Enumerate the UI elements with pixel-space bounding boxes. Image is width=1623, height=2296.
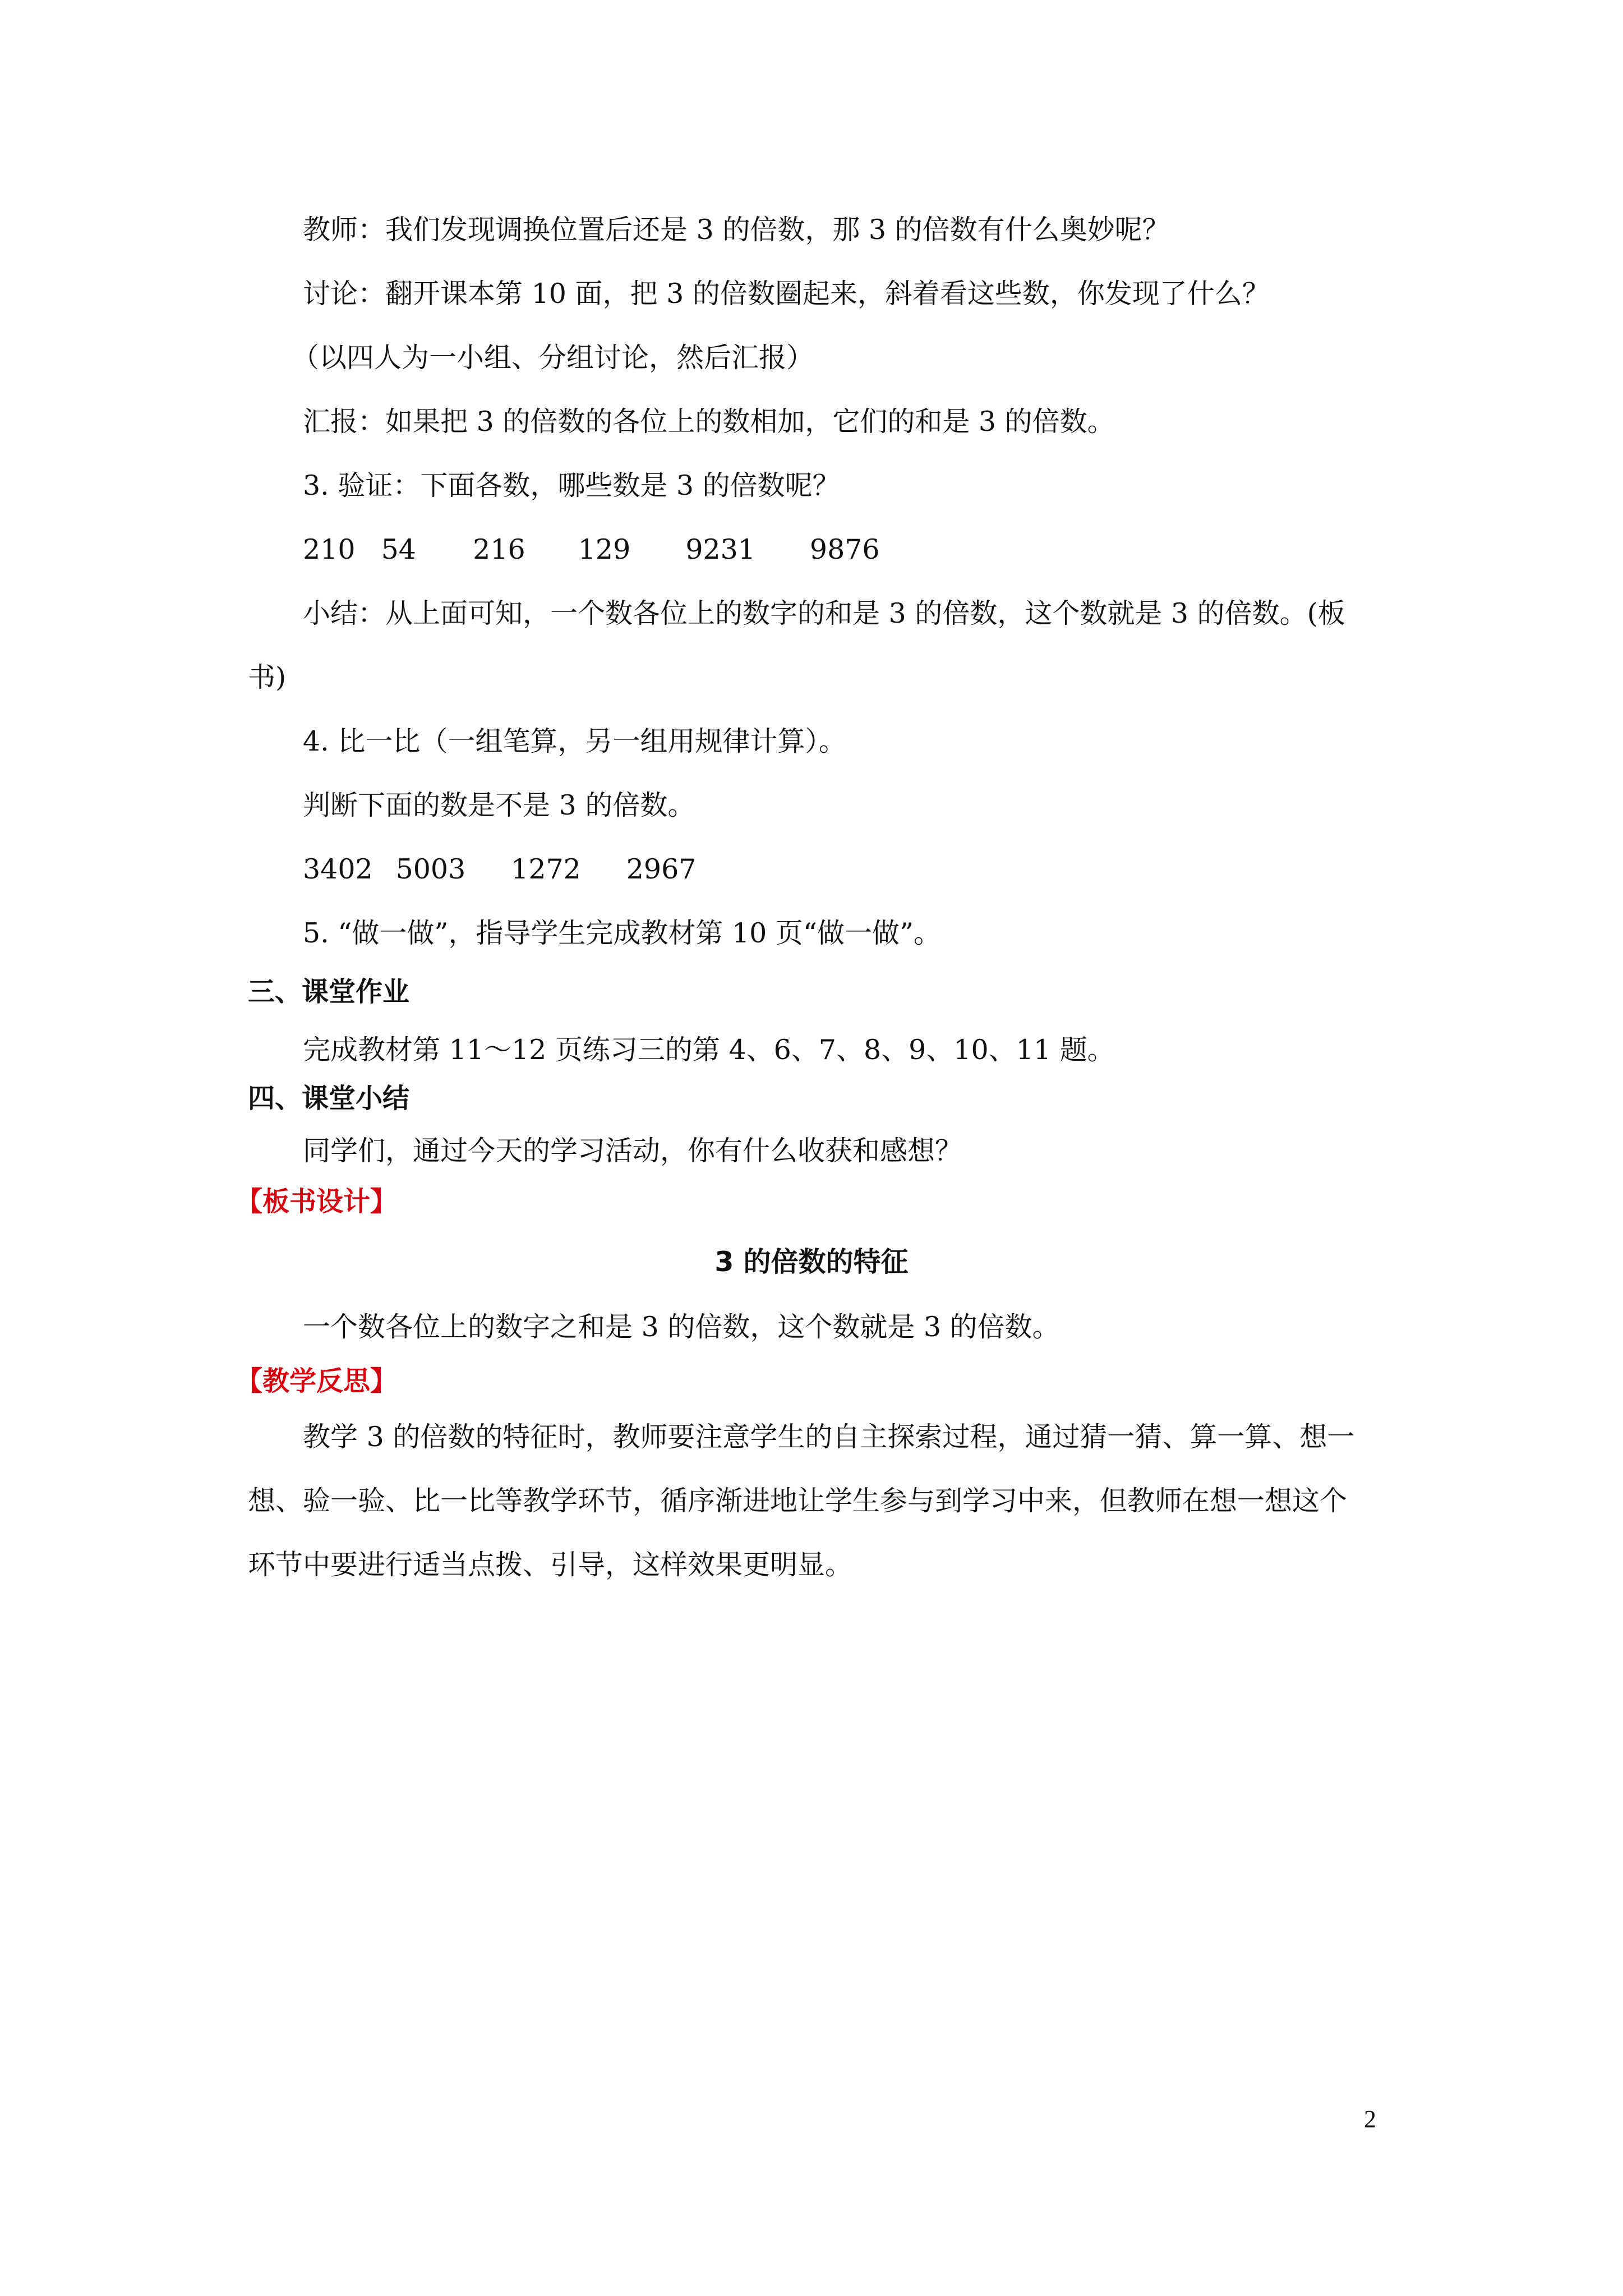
verify-number: 9876 bbox=[809, 533, 880, 565]
homework-text: 完成教材第 11～12 页练习三的第 4、6、7、8、9、10、11 题。 bbox=[303, 1034, 1115, 1066]
board-title: 3 的倍数的特征 bbox=[714, 1246, 909, 1278]
judge-numbers bbox=[303, 853, 696, 886]
doit-line: 5. “做一做”，指导学生完成教材第 10 页“做一做”。 bbox=[303, 917, 942, 949]
verify-numbers bbox=[303, 533, 880, 567]
reflection-line-2: 想、验一验、比一比等教学环节，循序渐进地让学生参与到学习中来，但教师在想一想这个 bbox=[248, 1485, 1348, 1517]
board-design-label: 【板书设计】 bbox=[236, 1186, 398, 1217]
judge-number: 1272 bbox=[511, 853, 581, 885]
verify-number: 210 bbox=[303, 533, 356, 565]
discuss-line: 讨论：翻开课本第 10 面，把 3 的倍数圈起来，斜着看这些数，你发现了什么？ bbox=[303, 278, 1270, 310]
verify-number: 216 bbox=[473, 533, 525, 565]
judge-number: 5003 bbox=[395, 853, 466, 885]
report-line: 汇报：如果把 3 的倍数的各位上的数相加，它们的和是 3 的倍数。 bbox=[303, 406, 1115, 438]
reflection-line-1: 教学 3 的倍数的特征时，教师要注意学生的自主探索过程，通过猜一猜、算一算、想一 bbox=[303, 1421, 1355, 1453]
teacher-line: 教师：我们发现调换位置后还是 3 的倍数，那 3 的倍数有什么奥妙呢？ bbox=[303, 214, 1170, 246]
wrapup-text: 同学们，通过今天的学习活动，你有什么收获和感想？ bbox=[303, 1135, 963, 1167]
summary-line-cont: 书) bbox=[248, 661, 287, 693]
reflection-label: 【教学反思】 bbox=[236, 1365, 398, 1397]
wrapup-heading: 四、课堂小结 bbox=[248, 1083, 410, 1114]
compare-line: 4. 比一比（一组笔算，另一组用规律计算）。 bbox=[303, 725, 846, 757]
verify-line: 3. 验证：下面各数，哪些数是 3 的倍数呢？ bbox=[303, 470, 840, 501]
judge-number: 2967 bbox=[626, 853, 697, 885]
page-number: 2 bbox=[1364, 2105, 1376, 2133]
verify-number: 54 bbox=[381, 533, 416, 565]
verify-number: 129 bbox=[578, 533, 631, 565]
judge-number: 3402 bbox=[303, 853, 373, 885]
group-line: （以四人为一小组、分组讨论，然后汇报） bbox=[292, 342, 814, 374]
homework-heading: 三、课堂作业 bbox=[248, 976, 410, 1007]
judge-line: 判断下面的数是不是 3 的倍数。 bbox=[303, 789, 695, 821]
board-rule: 一个数各位上的数字之和是 3 的倍数，这个数就是 3 的倍数。 bbox=[303, 1311, 1060, 1343]
summary-line: 小结：从上面可知，一个数各位上的数字的和是 3 的倍数，这个数就是 3 的倍数。(板 bbox=[303, 597, 1345, 629]
verify-number: 9231 bbox=[685, 533, 756, 565]
reflection-line-3: 环节中要进行适当点拨、引导，这样效果更明显。 bbox=[248, 1549, 853, 1581]
